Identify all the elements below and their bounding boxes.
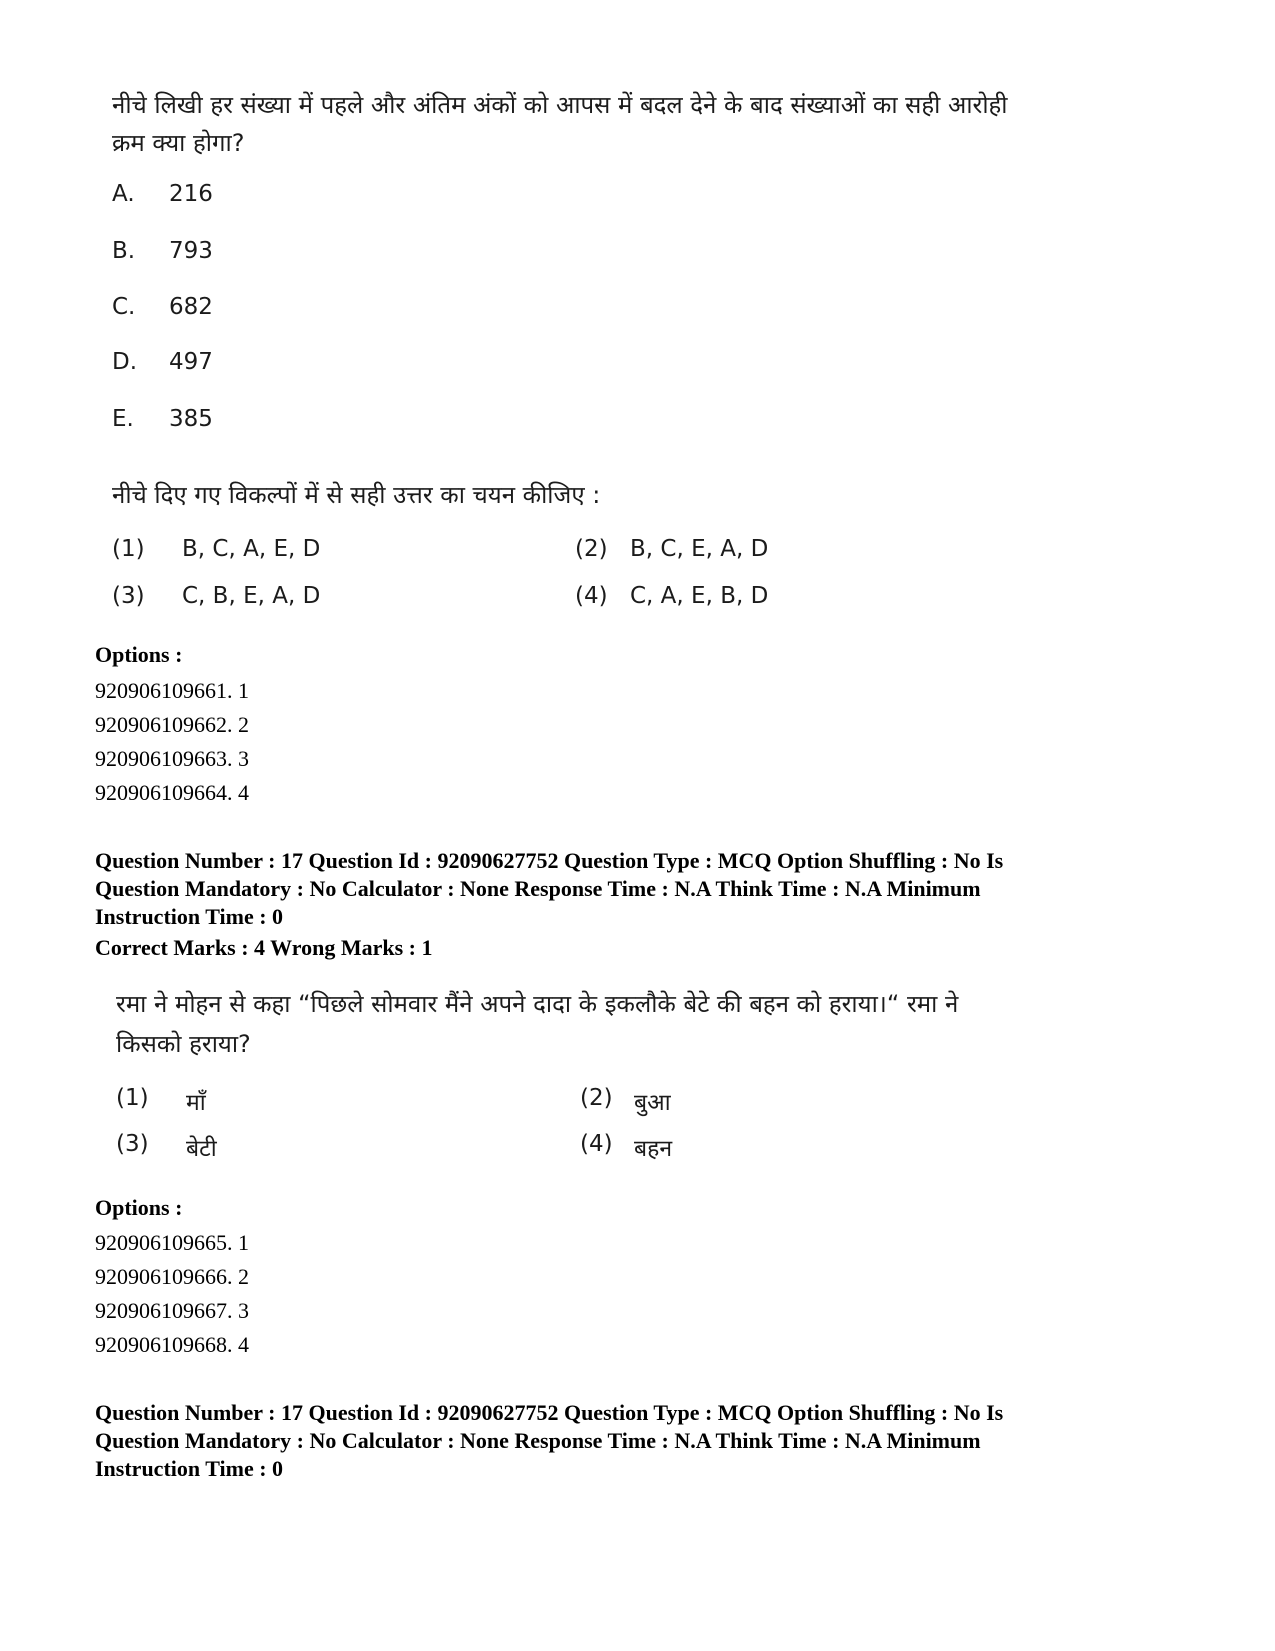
options-label: Options : (95, 642, 183, 667)
marks-line: Correct Marks : 4 Wrong Marks : 1 (95, 935, 433, 960)
meta-line: Instruction Time : 0 (95, 1456, 284, 1481)
question-1-text-line1: नीचे लिखी हर संख्या में पहले और अंतिम अंकों को आपस में बदल देने के बाद संख्याओं का सही आरोही (112, 91, 1008, 119)
meta-line: Question Mandatory : No Calculator : None Response Time : N.A Think Time : N.A Minimum (95, 876, 981, 901)
question-2-text-line1: रमा ने मोहन से कहा “पिछले सोमवार मैंने अपने दादा के इकलौके बेटे की बहन को हराया।“ रमा ने (116, 990, 959, 1018)
choice-num: (3) (116, 1131, 149, 1157)
item-letter: A. (112, 181, 135, 207)
choice-value: C, B, E, A, D (182, 583, 321, 609)
options-list (95, 1226, 249, 1362)
item-letter: B. (112, 238, 136, 264)
item-value: 793 (169, 238, 213, 264)
choice-num: (2) (575, 536, 608, 562)
option-item: 920906109661. 1 (95, 678, 249, 703)
choice-value: B, C, A, E, D (182, 536, 321, 562)
question-meta (95, 1399, 1115, 1483)
item-value: 385 (169, 406, 213, 432)
item-value: 497 (169, 349, 213, 375)
item-letter: E. (112, 406, 134, 432)
choice-value: C, A, E, B, D (630, 583, 769, 609)
choice-value: बेटी (186, 1136, 217, 1162)
choice-value: माँ (186, 1090, 206, 1116)
choice-num: (4) (580, 1131, 613, 1157)
options-list (95, 674, 249, 810)
option-item: 920906109663. 3 (95, 746, 249, 771)
choice-num: (2) (580, 1085, 613, 1111)
item-value: 682 (169, 294, 213, 320)
item-value: 216 (169, 181, 213, 207)
choice-value: बुआ (634, 1090, 671, 1116)
meta-line: Question Mandatory : No Calculator : None Response Time : N.A Think Time : N.A Minimum (95, 1428, 981, 1453)
question-1-image (112, 86, 1192, 646)
meta-line: Question Number : 17 Question Id : 92090627752 Question Type : MCQ Option Shuffling : No Is (95, 848, 1004, 873)
question-2-text-line2: किसको हराया? (116, 1030, 251, 1058)
option-item: 920906109662. 2 (95, 712, 249, 737)
question-2-image (116, 985, 1196, 1175)
meta-line: Question Number : 17 Question Id : 92090627752 Question Type : MCQ Option Shuffling : No Is (95, 1400, 1004, 1425)
choice-num: (1) (116, 1085, 149, 1111)
option-item: 920906109668. 4 (95, 1332, 249, 1357)
item-letter: C. (112, 294, 136, 320)
option-item: 920906109666. 2 (95, 1264, 249, 1289)
question-meta (95, 847, 1115, 931)
option-item: 920906109664. 4 (95, 780, 249, 805)
choice-num: (1) (112, 536, 145, 562)
question-1-text-line2: क्रम क्या होगा? (112, 129, 245, 157)
meta-line: Instruction Time : 0 (95, 904, 284, 929)
choice-value: बहन (634, 1136, 673, 1162)
question-1-instruction: नीचे दिए गए विकल्पों में से सही उत्तर का चयन कीजिए : (112, 481, 601, 509)
choice-num: (3) (112, 583, 145, 609)
item-letter: D. (112, 349, 138, 375)
choice-num: (4) (575, 583, 608, 609)
choice-value: B, C, E, A, D (630, 536, 769, 562)
options-label: Options : (95, 1195, 183, 1220)
option-item: 920906109665. 1 (95, 1230, 249, 1255)
option-item: 920906109667. 3 (95, 1298, 249, 1323)
